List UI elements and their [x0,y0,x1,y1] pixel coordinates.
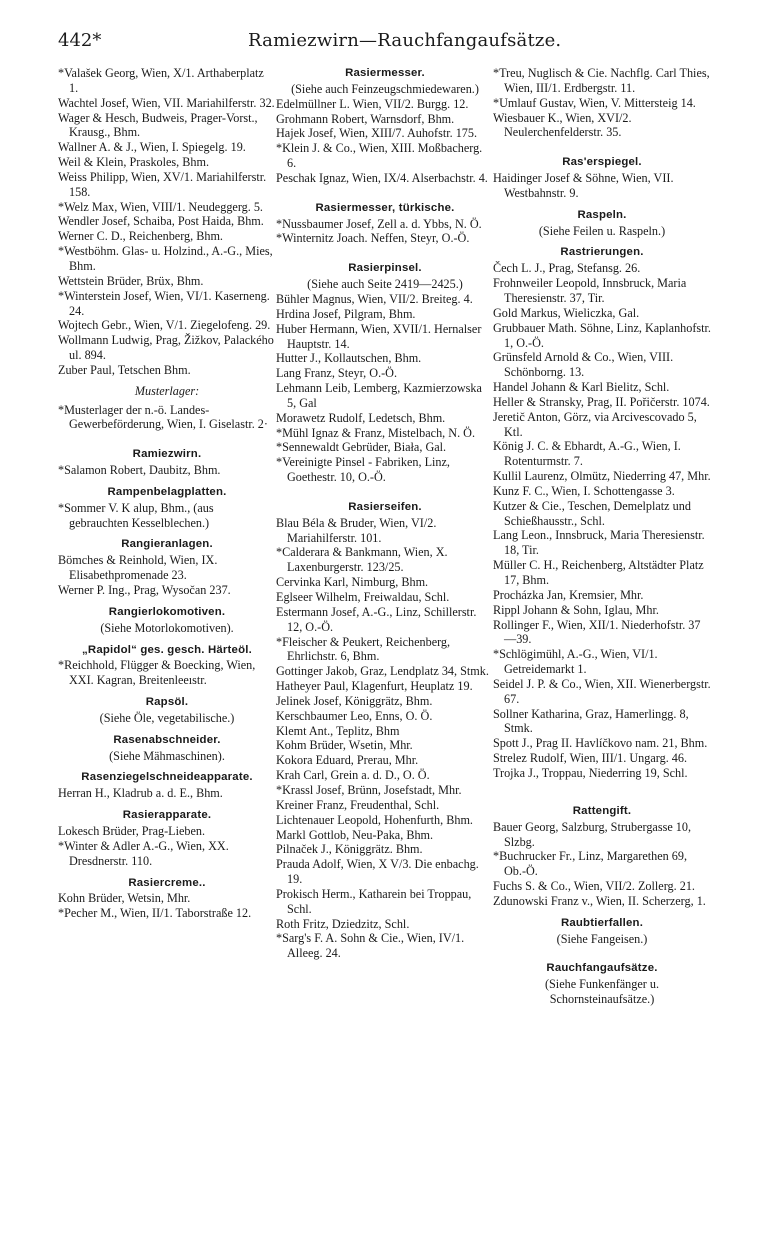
list-item: Seidel J. P. & Co., Wien, XII. Wienerbergstr. 67. [493,676,711,706]
list-item: Strelez Rudolf, Wien, III/1. Ungarg. 46. [493,751,688,766]
list-item: Heller & Stransky, Prag, II. Pořičerstr. 1074. [493,394,710,409]
section-heading: „Rapidol“ ges. gesch. Härteöl. [82,643,252,656]
page-number: 442* [58,30,102,51]
list-item: Handel Johann & Karl Bielitz, Schl. [493,380,670,395]
section-heading: Rasiermesser, türkische. [315,201,455,214]
list-item: *Fleischer & Peukert, Reichenberg, Ehrlichstr. 6, Bhm. [276,634,451,664]
section-heading: Rasierseifen. [348,500,422,513]
cross-reference: (Siehe auch Seite 2419—2425.) [307,277,463,292]
section-heading: Raubtierfallen. [560,916,644,929]
list-item: Blau Béla & Bruder, Wien, VI/2. Mariahilferstr. 101. [276,515,437,545]
list-item: *Buchrucker Fr., Linz, Margarethen 69, Ob.-Ö. [493,849,688,879]
list-item: Kerschbaumer Leo, Enns, O. Ö. [276,708,433,723]
section-heading: Rapsöl. [145,696,189,709]
list-item: Bühler Magnus, Wien, VII/2. Breiteg. 4. [276,291,473,306]
list-item: Fuchs S. & Co., Wien, VII/2. Zollerg. 21. [493,879,695,894]
running-title: Ramiezwirn—Rauchfangaufsätze. [248,30,562,51]
section-heading: Rasierpinsel. [348,262,422,275]
list-item: Jelinek Josef, Königgrätz, Bhm. [276,693,433,708]
list-item: Grünsfeld Arnold & Co., Wien, VIII. Schönborng. 13. [493,350,674,380]
list-item: Wendler Josef, Schaiba, Post Haida, Bhm. [58,214,264,229]
list-item: *Klein J. & Co., Wien, XIII. Moßbacherg. 6. [276,141,483,171]
list-item: Grubbauer Math. Söhne, Linz, Kaplanhofstr. 1, O.-Ö. [493,320,711,350]
section-heading: Rasenziegelschneideapparate. [81,771,253,784]
list-item: Kreiner Franz, Freudenthal, Schl. [276,797,440,812]
cross-reference: (Siehe Funkenfänger u. Schornsteinaufsätze.) [544,977,660,1007]
list-item: Kullil Laurenz, Olmütz, Niederring 47, Mhr. [493,469,711,484]
list-item: Grohmann Robert, Warnsdorf, Bhm. [276,111,455,126]
list-item: *Musterlager der n.-ö. Landes-Gewerbeförderung, Wien, I. Giselastr. 2· [58,402,268,432]
page-header [0,28,757,58]
list-item: Wachtel Josef, Wien, VII. Mariahilferstr. 32. [58,95,275,110]
cross-reference: (Siehe Mähmaschinen). [109,748,225,763]
list-item: *Valašek Georg, Wien, X/1. Arthaberplatz 1. [58,66,264,95]
list-item: Gottinger Jakob, Graz, Lendplatz 34, Stmk. [276,664,489,679]
list-item: Zdunowski Franz v., Wien, II. Scherzerg, 1. [493,893,706,908]
list-item: Huber Hermann, Wien, XVII/1. Hernalser Hauptstr. 14. [276,321,482,351]
list-item: Zuber Paul, Tetschen Bhm. [58,362,191,377]
list-item: Rippl Johann & Sohn, Iglau, Mhr. [493,602,659,617]
list-item: Wettstein Brüder, Brüx, Bhm. [58,273,204,288]
list-item: Weil & Klein, Praskoles, Bhm. [58,155,210,170]
list-item: Spott J., Prag II. Havlíčkovo nam. 21, Bhm. [493,736,708,751]
list-item: *Krassl Josef, Brünn, Josefstadt, Mhr. [276,782,462,797]
section-heading: Rattengift. [572,804,632,817]
list-item: Jeretič Anton, Görz, via Arcivescovado 5, Ktl. [493,409,697,439]
list-item: Procházka Jan, Kremsier, Mhr. [493,587,644,602]
list-item: König J. C. & Ebhardt, A.-G., Wien, I. Rotenturmstr. 7. [493,439,681,469]
list-item: Pilnaček J., Königgrätz. Bhm. [276,842,423,857]
list-item: Herran H., Kladrub a. d. E., Bhm. [58,786,223,801]
list-item: Edelmüllner L. Wien, VII/2. Burgg. 12. [276,96,469,111]
list-item: Lang Franz, Steyr, O.-Ö. [276,366,398,381]
list-item: Kohn Brüder, Wetsin, Mhr. [58,891,191,906]
list-item: Roth Fritz, Dziedzitz, Schl. [276,916,410,931]
list-item: *Calderara & Bankmann, Wien, X. Laxenburgerstr. 123/25. [276,545,448,575]
list-item: *Salamon Robert, Daubitz, Bhm. [58,463,221,478]
list-item: Rollinger F., Wien, XII/1. Niederhofstr. 37—39. [493,617,701,647]
list-item: Peschak Ignaz, Wien, IX/4. Alserbachstr. 4. [276,170,488,185]
list-item: Werner C. D., Reichenberg, Bhm. [58,229,223,244]
list-item: Bömches & Reinhold, Wien, IX. Elisabethpromenade 23. [58,553,218,583]
list-item: Lang Leon., Innsbruck, Maria Theresienstr. 18, Tir. [493,528,705,558]
list-item: *Sennewaldt Gebrüder, Biała, Gal. [276,440,447,455]
list-item: Wager & Hesch, Budweis, Prager-Vorst., Krausg., Bhm. [58,110,258,140]
list-item: *Umlauf Gustav, Wien, V. Mittersteig 14. [493,95,696,110]
list-item: Haidinger Josef & Söhne, Wien, VII. Westbahnstr. 9. [493,171,674,200]
list-item: Sollner Katharina, Graz, Hamerlingg. 8, Stmk. [493,706,689,736]
list-item: Frohnweiler Leopold, Innsbruck, Maria Theresienstr. 37, Tir. [493,276,687,305]
list-item: Hrdina Josef, Pilgram, Bhm. [276,306,416,321]
list-item: *Sarg's F. A. Sohn & Cie., Wien, IV/1. Alleeg. 24. [276,931,465,961]
list-item: *Nussbaumer Josef, Zell a. d. Ybbs, N. Ö. [276,216,482,231]
list-item: *Westböhm. Glas- u. Holzind., A.-G., Mies, Bhm. [58,244,273,273]
section-heading: Rampenbelagplatten. [107,485,227,498]
cross-reference: (Siehe Motorlokomotiven). [100,620,234,635]
list-item: Estermann Josef, A.-G., Linz, Schillerstr. 12, O.-Ö. [276,604,477,634]
list-item: Eglseer Wilhelm, Freiwaldau, Schl. [276,590,450,604]
list-item: Müller C. H., Reichenberg, Altstädter Platz 17, Bhm. [493,558,704,587]
list-item: Wollmann Ludwig, Prag, Žižkov, Palackého ul. 894. [58,333,274,363]
section-heading: Rangierlokomotiven. [108,605,226,618]
list-item: Prauda Adolf, Wien, X V/3. Die enbachg. 19. [276,857,479,887]
cross-reference: (Siehe Feilen u. Raspeln.) [538,223,666,238]
section-heading: Rangieranlagen. [121,538,213,551]
list-item: *Vereinigte Pinsel - Fabriken, Linz, Goethestr. 10, O.-Ö. [276,455,450,485]
list-item: Kunz F. C., Wien, I. Schottengasse 3. [493,483,675,498]
list-item: Trojka J., Troppau, Niederring 19, Schl. [493,765,688,780]
list-item: *Winternitz Joach. Neffen, Steyr, O.-Ö. [276,231,470,246]
list-item: Wallner A. & J., Wien, I. Spiegelg. 19. [58,140,246,155]
list-item: Morawetz Rudolf, Ledetsch, Bhm. [276,410,446,425]
cross-reference: (Siehe auch Feinzeugschmiedewaren.) [291,81,479,96]
musterlager-heading: Musterlager: [134,383,200,398]
list-item: *Treu, Nuglisch & Cie. Nachflg. Carl Thies, Wien, III/1. Erdbergstr. 11. [493,66,710,95]
list-item: Hutter J., Kollautschen, Bhm. [276,351,422,366]
list-item: Čech L. J., Prag, Stefansg. 26. [493,261,641,276]
list-item: *Mühl Ignaz & Franz, Mistelbach, N. Ö. [276,425,476,440]
entries-w-z [58,66,276,378]
section-heading: Rasenabschneider. [113,733,221,746]
list-item: Cervinka Karl, Nimburg, Bhm. [276,575,429,590]
section-heading: Rasiermesser. [345,67,425,79]
list-item: Hatheyer Paul, Klagenfurt, Heuplatz 19. [276,679,473,694]
section-heading: Rauchfangaufsätze. [546,962,658,975]
list-item: *Winter & Adler A.-G., Wien, XX. Dresdnerstr. 110. [58,838,229,868]
column-left [58,66,276,921]
column-middle [276,66,494,961]
section-heading: Rasiercreme.. [128,876,206,889]
list-item: Bauer Georg, Salzburg, Strubergasse 10, Slzbg. [493,819,692,849]
list-item: Gold Markus, Wieliczka, Gal. [493,305,640,320]
section-heading: Raspeln. [577,208,627,221]
list-item: *Schlögimühl, A.-G., Wien, VI/1. Getreidemarkt 1. [493,647,658,677]
section-heading: Rasierapparate. [122,809,212,822]
column-right [493,66,711,1007]
list-item: Wojtech Gebr., Wien, V/1. Ziegelofeng. 29. [58,318,271,333]
section-heading: Rastrierungen. [560,246,644,259]
list-item: Weiss Philipp, Wien, XV/1. Mariahilferstr. 158. [58,169,267,199]
list-item: *Pecher M., Wien, II/1. Taborstraße 12. [58,906,252,921]
list-item: Lichtenauer Leopold, Hohenfurth, Bhm. [276,812,473,827]
list-item: Hajek Josef, Wien, XIII/7. Auhofstr. 175. [276,126,478,141]
list-item: Krah Carl, Grein a. d. D., O. Ö. [276,768,430,783]
list-item: *Winterstein Josef, Wien, VI/1. Kaserneng. 24. [58,288,270,318]
section-heading: Ras'erspiegel. [562,156,642,169]
list-item: Wiesbauer K., Wien, XVI/2. Neulerchenfelderstr. 35. [493,110,632,140]
list-item: Lokesch Brüder, Prag-Lieben. [58,823,206,838]
list-item: Prokisch Herm., Katharein bei Troppau, Schl. [276,886,472,916]
list-item: *Sommer V. K alup, Bhm., (aus gebrauchten Kesselblechen.) [58,500,214,530]
list-item: Kohm Brüder, Wsetin, Mhr. [276,738,413,753]
section-heading: Ramiezwirn. [132,448,202,461]
list-item: Markl Gottlob, Neu-Paka, Bhm. [276,827,434,842]
list-item: Kokora Eduard, Prerau, Mhr. [276,753,419,768]
list-item: Lehmann Leib, Lemberg, Kazmierzowska 5, Gal [276,381,482,410]
list-item: *Reichhold, Flügger & Boecking, Wien, XXI. Kagran, Breitenleeıstr. [58,658,256,688]
cross-reference: (Siehe Fangeisen.) [556,931,648,946]
list-item: Klemt Ant., Teplitz, Bhm [276,723,400,738]
list-item: *Welz Max, Wien, VIII/1. Neudeggerg. 5. [58,199,263,214]
list-item: Werner P. Ing., Prag, Wysočan 237. [58,583,231,597]
list-item: Kutzer & Cie., Teschen, Demelplatz und Schießhausstr., Schl. [493,498,691,528]
cross-reference: (Siehe Öle, vegetabilische.) [99,710,235,725]
